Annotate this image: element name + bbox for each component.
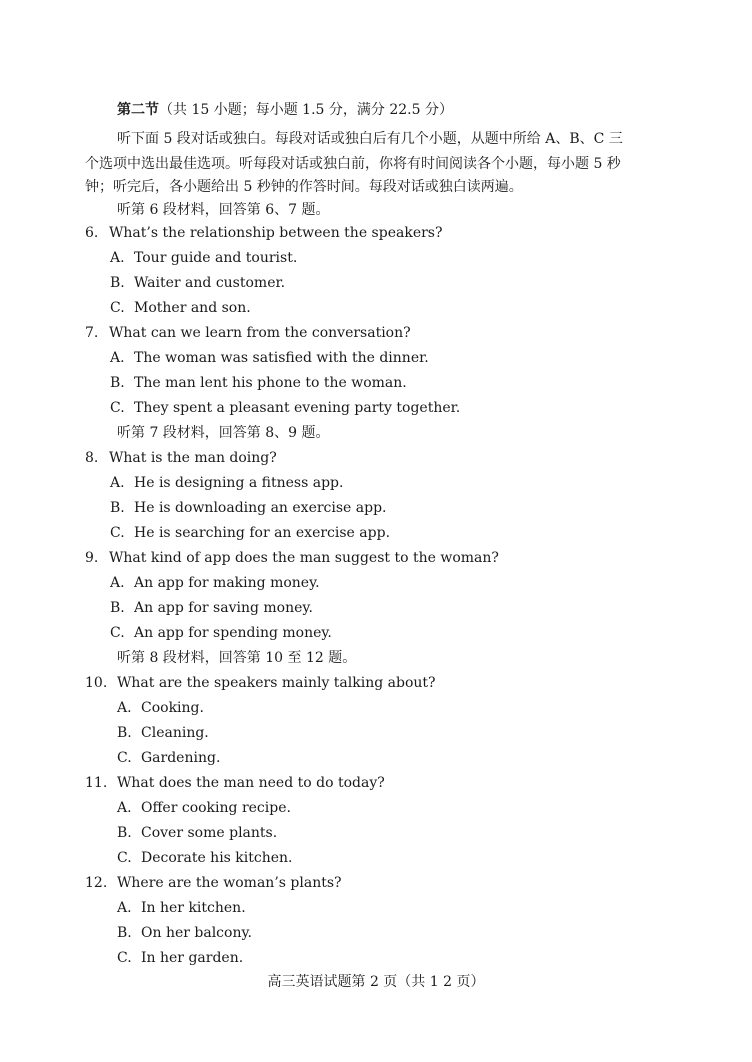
question-number: 8.: [85, 450, 99, 466]
option-12a: [117, 899, 246, 917]
option-text: He is designing a fitness app.: [134, 475, 344, 491]
option-8c: [110, 524, 390, 542]
question-number: 7.: [85, 325, 99, 341]
question-8: [85, 449, 277, 467]
question-text: What is the man doing?: [109, 450, 277, 466]
question-number: 9.: [85, 550, 99, 566]
section-title-line: [117, 101, 453, 119]
option-text: Decorate his kitchen.: [141, 850, 293, 866]
option-letter: A.: [110, 250, 125, 266]
option-letter: A.: [110, 475, 125, 491]
option-letter: B.: [117, 725, 132, 741]
option-letter: C.: [117, 950, 132, 966]
option-6b: [110, 274, 285, 292]
option-6a: [110, 249, 297, 267]
option-letter: A.: [110, 575, 125, 591]
option-text: He is downloading an exercise app.: [134, 500, 387, 516]
option-letter: B.: [117, 925, 132, 941]
option-text: The woman was satisfied with the dinner.: [134, 350, 429, 366]
option-10a: [117, 699, 204, 717]
section-note: （共 15 小题；每小题 1.5 分，满分 22.5 分）: [159, 102, 453, 118]
option-9a: [110, 574, 320, 592]
option-letter: A.: [117, 900, 132, 916]
question-12: [85, 874, 342, 892]
option-text: Cleaning.: [141, 725, 209, 741]
group-intro: 听第 6 段材料，回答第 6、7 题。: [117, 202, 330, 218]
option-letter: A.: [117, 700, 132, 716]
option-text: An app for spending money.: [134, 625, 332, 641]
option-10b: [117, 724, 209, 742]
question-number: 10.: [85, 675, 108, 691]
option-11c: [117, 849, 293, 867]
option-letter: C.: [110, 300, 125, 316]
option-text: An app for saving money.: [134, 600, 313, 616]
option-text: He is searching for an exercise app.: [134, 525, 391, 541]
option-12c: [117, 949, 243, 967]
option-6c: [110, 299, 251, 317]
group-intro: 听第 7 段材料，回答第 8、9 题。: [117, 425, 330, 441]
option-text: Tour guide and tourist.: [134, 250, 298, 266]
option-text: Cooking.: [141, 700, 204, 716]
page-footer: 高三英语试题第 2 页（共 1 2 页）: [267, 974, 485, 990]
option-letter: A.: [110, 350, 125, 366]
question-11: [85, 774, 385, 792]
option-text: They spent a pleasant evening party together.: [134, 400, 461, 416]
question-text: What can we learn from the conversation?: [109, 325, 411, 341]
question-number: 11.: [85, 775, 108, 791]
option-7b: [110, 374, 407, 392]
option-letter: B.: [110, 500, 125, 516]
instructions-line-1: 听下面 5 段对话或独白。每段对话或独白后有几个小题，从题中所给 A、B、C 三: [117, 131, 623, 147]
option-text: On her balcony.: [141, 925, 252, 941]
option-letter: B.: [110, 375, 125, 391]
option-text: The man lent his phone to the woman.: [134, 375, 407, 391]
option-9b: [110, 599, 313, 617]
question-text: Where are the woman’s plants?: [117, 875, 342, 891]
option-letter: B.: [110, 275, 125, 291]
instructions-line-2: 个选项中选出最佳选项。听每段对话或独白前，你将有时间阅读各个小题，每小题 5 秒: [85, 156, 621, 172]
question-number: 12.: [85, 875, 108, 891]
option-8b: [110, 499, 387, 517]
option-letter: C.: [110, 625, 125, 641]
option-letter: B.: [117, 825, 132, 841]
option-text: Offer cooking recipe.: [141, 800, 291, 816]
question-9: [85, 549, 499, 567]
option-7a: [110, 349, 429, 367]
option-letter: B.: [110, 600, 125, 616]
option-text: In her garden.: [141, 950, 244, 966]
option-text: Mother and son.: [134, 300, 251, 316]
option-letter: C.: [117, 850, 132, 866]
question-number: 6.: [85, 225, 99, 241]
option-7c: [110, 399, 460, 417]
option-letter: A.: [117, 800, 132, 816]
question-6: [85, 224, 442, 242]
question-text: What does the man need to do today?: [117, 775, 385, 791]
group-intro: 听第 8 段材料，回答第 10 至 12 题。: [117, 650, 357, 666]
option-text: Gardening.: [141, 750, 221, 766]
option-text: An app for making money.: [134, 575, 320, 591]
option-9c: [110, 624, 332, 642]
question-text: What kind of app does the man suggest to the woman?: [109, 550, 499, 566]
question-text: What are the speakers mainly talking about?: [117, 675, 436, 691]
option-letter: C.: [110, 525, 125, 541]
option-11a: [117, 799, 291, 817]
option-letter: C.: [117, 750, 132, 766]
option-text: In her kitchen.: [141, 900, 246, 916]
option-letter: C.: [110, 400, 125, 416]
question-7: [85, 324, 411, 342]
question-10: [85, 674, 436, 692]
option-text: Cover some plants.: [141, 825, 278, 841]
option-10c: [117, 749, 220, 767]
option-text: Waiter and customer.: [134, 275, 286, 291]
option-12b: [117, 924, 252, 942]
section-title: 第二节: [117, 102, 159, 118]
option-11b: [117, 824, 277, 842]
option-8a: [110, 474, 343, 492]
question-text: What’s the relationship between the speakers?: [109, 225, 443, 241]
instructions-line-3: 钟；听完后，各小题给出 5 秒钟的作答时间。每段对话或独白读两遍。: [85, 179, 523, 195]
